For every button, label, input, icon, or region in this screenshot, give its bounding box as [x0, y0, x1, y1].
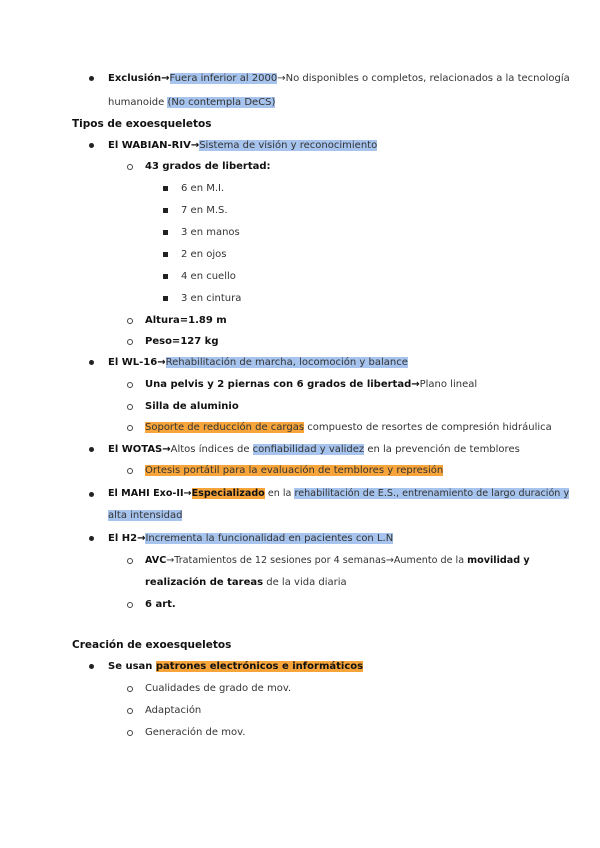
h2-line	[108, 532, 393, 546]
square-bullet	[163, 274, 168, 279]
bold-text: El WL-16→	[108, 357, 166, 368]
sub-bullet	[127, 602, 133, 608]
highlight-orange: patrones electrónicos e informáticos	[155, 661, 364, 672]
dof-item: 2 en ojos	[181, 249, 227, 260]
text: Plano lineal	[419, 379, 478, 390]
bullet	[89, 76, 94, 81]
bullet	[89, 143, 94, 148]
art-line	[145, 598, 176, 612]
orthosis-line	[145, 464, 443, 478]
square-bullet	[163, 230, 168, 235]
section-heading: Tipos de exoesqueletos	[72, 118, 212, 130]
highlight-orange: Especializado	[191, 488, 265, 499]
wl16-line	[108, 356, 408, 370]
weight-line	[145, 335, 218, 349]
text: humanoide	[108, 97, 168, 108]
wotas-line	[108, 443, 520, 457]
bold-text: Peso=127 kg	[145, 336, 219, 347]
dof-line	[145, 160, 271, 174]
highlight: Sistema de visión y reconocimiento	[199, 140, 378, 151]
highlight-orange: Ortesis portátil para la evaluación de temblores y represión	[145, 465, 444, 476]
bold-text: Silla de aluminio	[145, 401, 239, 412]
highlight: Fuera inferior al 2000	[169, 73, 278, 84]
sub-bullet	[127, 558, 133, 564]
height-line	[145, 314, 227, 328]
support-line	[145, 421, 552, 435]
sub-bullet	[127, 164, 133, 170]
highlight: confiabilidad y validez	[252, 444, 365, 455]
sub-bullet	[127, 468, 133, 474]
dof-item: 3 en manos	[181, 227, 240, 238]
bold-text: El H2→	[108, 533, 146, 544]
bold-text: Altura=1.89 m	[145, 315, 227, 326]
text: en la prevención de temblores	[364, 444, 520, 455]
sub-item: Generación de mov.	[145, 727, 246, 738]
square-bullet	[163, 186, 168, 191]
highlight-orange: Soporte de reducción de cargas	[145, 422, 305, 433]
bold-text: 6 art.	[145, 599, 176, 610]
text: de la vida diaria	[263, 577, 347, 588]
sub-bullet	[127, 730, 133, 736]
avc-line-cont	[145, 576, 347, 590]
bold-text: realización de tareas	[145, 577, 264, 588]
highlight: Incrementa la funcionalidad en pacientes con L.N	[145, 533, 394, 544]
bold-text: Se usan	[108, 661, 156, 672]
highlight: rehabilitación de E.S., entrenamiento de largo duración y	[294, 488, 570, 499]
sub-bullet	[127, 404, 133, 410]
sub-bullet	[127, 708, 133, 714]
text: compuesto de resortes de compresión hidráulica	[304, 422, 552, 433]
sub-item: Adaptación	[145, 705, 202, 716]
bold-text: El MAHI Exo-II→	[108, 488, 192, 499]
bold-text: Una pelvis y 2 piernas con 6 grados de libertad→	[145, 379, 420, 390]
highlight: (No contempla DeCS)	[167, 97, 276, 108]
highlight: alta intensidad	[108, 510, 183, 521]
square-bullet	[163, 296, 168, 301]
mahi-line-cont	[108, 509, 182, 523]
sub-bullet	[127, 382, 133, 388]
text: Altos índices de	[170, 444, 253, 455]
sub-bullet	[127, 425, 133, 431]
avc-line	[145, 554, 530, 568]
dof-item: 4 en cuello	[181, 271, 236, 282]
patterns-line	[108, 660, 363, 674]
bold-text: 43 grados de libertad:	[145, 161, 271, 172]
dof-item: 6 en M.I.	[181, 183, 225, 194]
sub-bullet	[127, 318, 133, 324]
square-bullet	[163, 208, 168, 213]
bold-text: movilidad y	[467, 555, 530, 566]
text: en la	[264, 488, 295, 499]
exclusion-line	[108, 72, 570, 86]
exclusion-line-cont	[108, 96, 275, 110]
bullet	[89, 536, 94, 541]
bold-text: El WABIAN-RIV→	[108, 140, 200, 151]
bold-text: Exclusión→	[108, 73, 170, 84]
section-heading: Creación de exoesqueletos	[72, 639, 232, 651]
pelvis-line	[145, 378, 477, 392]
sub-bullet	[127, 339, 133, 345]
bullet	[89, 492, 94, 497]
mahi-line	[108, 487, 569, 501]
highlight: Rehabilitación de marcha, locomoción y balance	[165, 357, 408, 368]
sub-bullet	[127, 686, 133, 692]
text: →No disponibles o completos, relacionados a la tecnología	[277, 73, 570, 84]
square-bullet	[163, 252, 168, 257]
bold-text: El WOTAS→	[108, 444, 171, 455]
dof-item: 7 en M.S.	[181, 205, 228, 216]
text: →Tratamientos de 12 sesiones por 4 semanas→Aumento de la	[166, 555, 468, 566]
bullet	[89, 360, 94, 365]
sub-item: Cualidades de grado de mov.	[145, 683, 292, 694]
bold-text: AVC	[145, 555, 167, 566]
dof-item: 3 en cintura	[181, 293, 242, 304]
wabian-line	[108, 139, 377, 153]
bullet	[89, 447, 94, 452]
bullet	[89, 664, 94, 669]
chair-line	[145, 400, 239, 414]
